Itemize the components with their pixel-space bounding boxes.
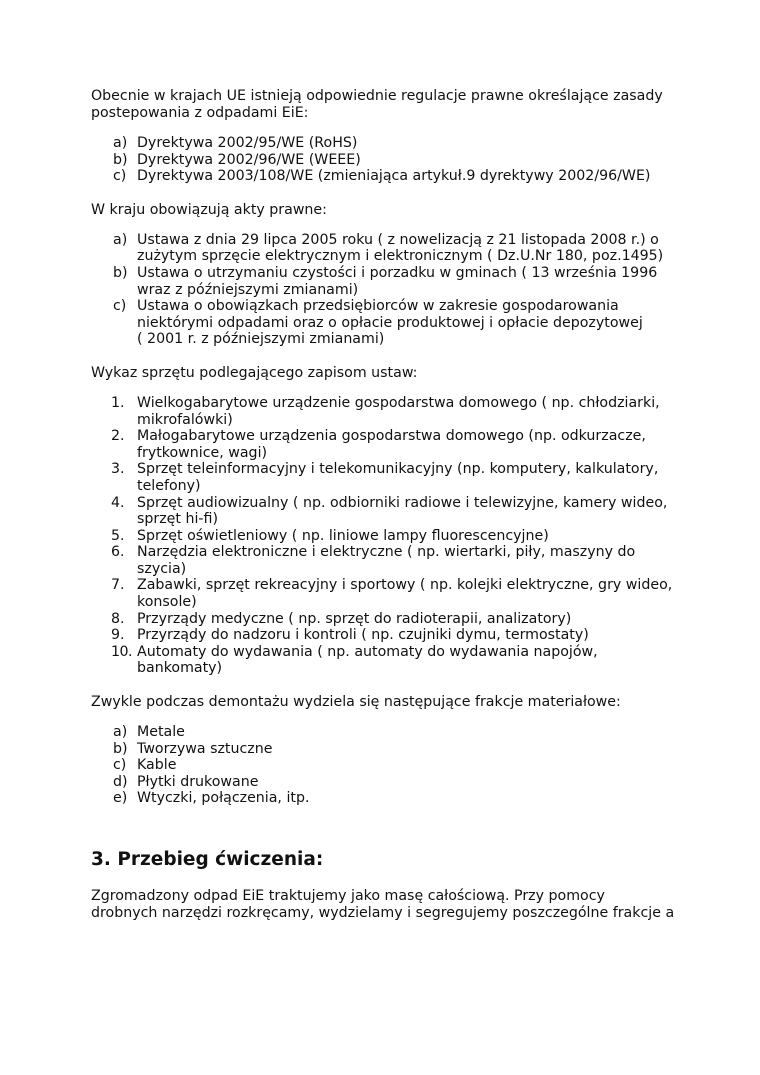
list-marker: 7.	[111, 577, 125, 594]
list-item-line: ( 2001 r. z późniejszymi zmianami)	[137, 331, 385, 348]
list-item-line: Małogabarytowe urządzenia gospodarstwa domowego (np. odkurzacze,	[137, 428, 646, 445]
equipment-list	[91, 395, 681, 677]
list-item	[91, 232, 681, 265]
list-marker: c)	[113, 757, 127, 774]
list-item	[91, 495, 681, 528]
list-item-line: Przyrządy do nadzoru i kontroli ( np. czujniki dymu, termostaty)	[137, 627, 589, 644]
list-marker: d)	[113, 773, 128, 790]
list-item-text: Dyrektywa 2003/108/WE (zmieniająca artykuł.9 dyrektywy 2002/96/WE)	[137, 168, 651, 185]
list-item	[91, 790, 681, 807]
list-marker: b)	[113, 264, 128, 281]
list-marker: 3.	[111, 461, 125, 478]
fractions-intro: Zwykle podczas demontażu wydziela się następujące frakcje materiałowe:	[91, 694, 621, 711]
list-item	[91, 168, 681, 185]
list-item-line: Sprzęt teleinformacyjny i telekomunikacyjny (np. komputery, kalkulatory,	[137, 461, 659, 478]
list-marker: b)	[113, 151, 128, 168]
list-marker: e)	[113, 790, 128, 807]
list-item	[91, 627, 681, 644]
list-marker: 4.	[111, 494, 125, 511]
list-marker: 10.	[111, 643, 133, 660]
list-item	[91, 724, 681, 741]
list-item-line: Ustawa o obowiązkach przedsiębiorców w zakresie gospodarowania	[137, 298, 619, 315]
list-item	[91, 757, 681, 774]
list-item	[91, 774, 681, 791]
list-item-line: Ustawa o utrzymaniu czystości i porzadku w gminach ( 13 września 1996	[137, 264, 658, 281]
list-item-text: Metale	[137, 724, 185, 741]
list-item	[91, 611, 681, 628]
list-item-line: Ustawa z dnia 29 lipca 2005 roku ( z nowelizacją z 21 listopada 2008 r.) o	[137, 231, 659, 248]
list-item-text: Dyrektywa 2002/96/WE (WEEE)	[137, 151, 361, 168]
list-item-text: Dyrektywa 2002/95/WE (RoHS)	[137, 135, 358, 151]
list-marker: a)	[113, 724, 128, 741]
list-item-line: Przyrządy medyczne ( np. sprzęt do radioterapii, analizatory)	[137, 610, 572, 627]
list-item	[91, 544, 681, 577]
list-item-text: Płytki drukowane	[137, 773, 259, 790]
document-page	[91, 88, 681, 922]
list-item-line: Sprzęt oświetleniowy ( np. liniowe lampy fluorescencyjne)	[137, 527, 549, 544]
national-acts-list	[91, 232, 681, 348]
section-heading: 3. Przebieg ćwiczenia:	[91, 849, 324, 870]
list-item-line: bankomaty)	[137, 660, 223, 677]
intro-paragraph: Obecnie w krajach UE istnieją odpowiednie regulacje prawne określające zasady postepowania z odpadami EiE:	[91, 88, 663, 121]
list-item-line: mikrofalówki)	[137, 411, 233, 428]
list-marker: b)	[113, 740, 128, 757]
list-item-line: wraz z późniejszymi zmianami)	[137, 281, 359, 298]
fractions-list	[91, 724, 681, 807]
list-marker: c)	[113, 298, 127, 315]
list-item	[91, 741, 681, 758]
list-marker: 8.	[111, 610, 125, 627]
section-paragraph	[91, 888, 681, 922]
list-item-line: Sprzęt audiowizualny ( np. odbiorniki radiowe i telewizyjne, kamery wideo,	[137, 494, 668, 511]
list-marker: 6.	[111, 544, 125, 561]
list-item-line: Wielkogabarytowe urządzenie gospodarstwa domowego ( np. chłodziarki,	[137, 394, 660, 411]
list-item	[91, 428, 681, 461]
list-item-text: Tworzywa sztuczne	[137, 740, 273, 757]
eu-directives-list	[91, 135, 681, 185]
list-item	[91, 461, 681, 494]
list-item-line: zużytym sprzęcie elektrycznym i elektronicznym ( Dz.U.Nr 180, poz.1495)	[137, 248, 664, 265]
list-item-line: Zabawki, sprzęt rekreacyjny i sportowy ( np. kolejki elektryczne, gry wideo,	[137, 577, 673, 594]
list-item	[91, 528, 681, 545]
list-item-line: frytkownice, wagi)	[137, 444, 268, 461]
list-item-line: sprzęt hi-fi)	[137, 511, 219, 528]
list-marker: a)	[113, 231, 128, 248]
list-item	[91, 577, 681, 610]
list-item	[91, 644, 681, 677]
list-item-text: Kable	[137, 757, 177, 774]
equipment-intro: Wykaz sprzętu podlegającego zapisom ustaw:	[91, 364, 418, 381]
list-marker: a)	[113, 135, 128, 151]
list-item	[91, 135, 681, 152]
list-marker: 1.	[111, 394, 125, 411]
list-marker: 2.	[111, 428, 125, 445]
list-item-line: szycia)	[137, 560, 187, 577]
list-item-text: Wtyczki, połączenia, itp.	[137, 790, 310, 807]
list-item-line: telefony)	[137, 477, 201, 494]
list-item-line: Narzędzia elektroniczne i elektryczne ( np. wiertarki, piły, maszyny do	[137, 544, 636, 561]
list-item	[91, 298, 681, 348]
paragraph-line: Zgromadzony odpad EiE traktujemy jako masę całościową. Przy pomocy	[91, 888, 605, 904]
list-item	[91, 152, 681, 169]
list-item-line: Automaty do wydawania ( np. automaty do wydawania napojów,	[137, 643, 598, 660]
list-item-line: niektórymi odpadami oraz o opłacie produktowej i opłacie depozytowej	[137, 314, 643, 331]
list-marker: c)	[113, 168, 127, 185]
list-item-line: konsole)	[137, 594, 197, 611]
list-marker: 5.	[111, 527, 125, 544]
paragraph-line: drobnych narzędzi rozkręcamy, wydzielamy i segregujemy poszczególne frakcje a	[91, 905, 675, 921]
list-item	[91, 395, 681, 428]
national-intro: W kraju obowiązują akty prawne:	[91, 201, 327, 218]
list-item	[91, 265, 681, 298]
list-marker: 9.	[111, 627, 125, 644]
